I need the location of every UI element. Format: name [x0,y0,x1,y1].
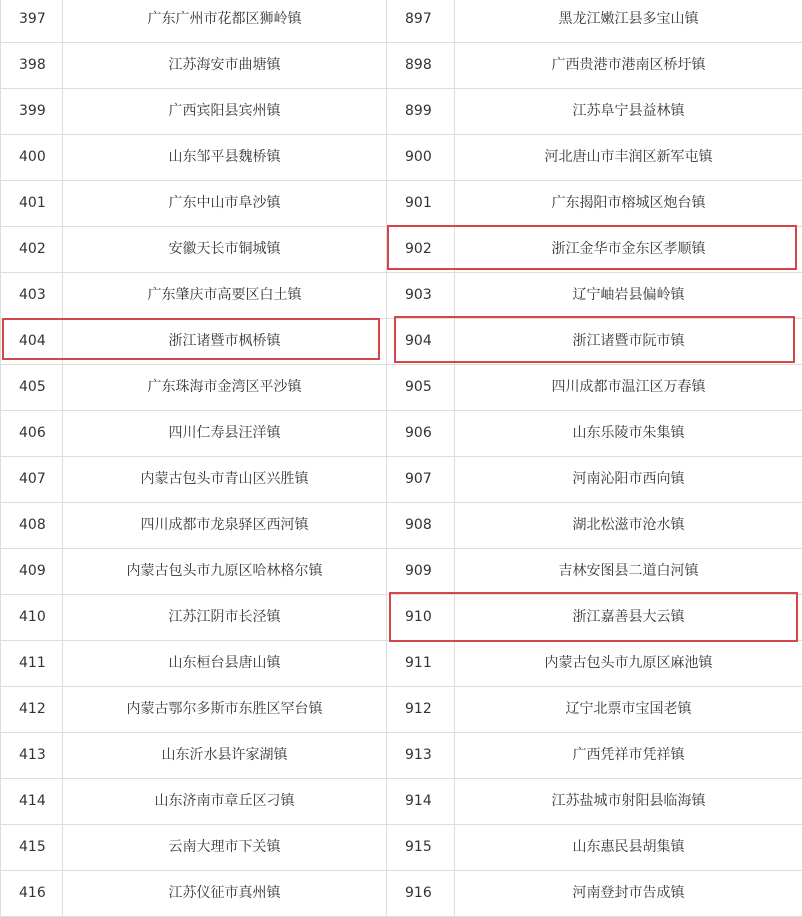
right-town-cell: 辽宁岫岩县偏岭镇 [455,273,802,319]
right-rank-cell: 897 [387,0,455,43]
left-town-cell: 安徽天长市铜城镇 [63,227,387,273]
left-rank-cell: 402 [1,227,63,273]
right-rank-cell: 911 [387,641,455,687]
table-row [1,411,802,457]
left-rank-cell: 413 [1,733,63,779]
left-rank-cell: 401 [1,181,63,227]
left-rank-cell: 410 [1,595,63,641]
right-town-cell: 浙江嘉善县大云镇 [455,595,802,641]
right-rank-cell: 910 [387,595,455,641]
left-rank-cell: 408 [1,503,63,549]
left-rank-cell: 404 [1,319,63,365]
left-rank-cell: 400 [1,135,63,181]
left-town-cell: 广西宾阳县宾州镇 [63,89,387,135]
right-town-cell: 广西贵港市港南区桥圩镇 [455,43,802,89]
left-town-cell: 四川成都市龙泉驿区西河镇 [63,503,387,549]
right-rank-cell: 898 [387,43,455,89]
left-town-cell: 广东中山市阜沙镇 [63,181,387,227]
right-town-cell: 山东惠民县胡集镇 [455,825,802,871]
table-row [1,779,802,825]
table-row [1,181,802,227]
right-town-cell: 黑龙江嫩江县多宝山镇 [455,0,802,43]
right-rank-cell: 906 [387,411,455,457]
right-town-cell: 四川成都市温江区万春镇 [455,365,802,411]
right-town-cell: 辽宁北票市宝国老镇 [455,687,802,733]
left-rank-cell: 414 [1,779,63,825]
table-body [1,0,802,917]
table-row [1,227,802,273]
right-town-cell: 河南登封市告成镇 [455,871,802,917]
left-town-cell: 内蒙古包头市青山区兴胜镇 [63,457,387,503]
left-town-cell: 广东肇庆市高要区白土镇 [63,273,387,319]
right-rank-cell: 912 [387,687,455,733]
table-row [1,135,802,181]
right-rank-cell: 914 [387,779,455,825]
left-rank-cell: 397 [1,0,63,43]
right-rank-cell: 909 [387,549,455,595]
right-rank-cell: 908 [387,503,455,549]
right-rank-cell: 916 [387,871,455,917]
table-row [1,365,802,411]
right-rank-cell: 915 [387,825,455,871]
left-rank-cell: 407 [1,457,63,503]
right-town-cell: 河北唐山市丰润区新军屯镇 [455,135,802,181]
left-rank-cell: 403 [1,273,63,319]
left-town-cell: 山东邹平县魏桥镇 [63,135,387,181]
left-town-cell: 广东广州市花都区狮岭镇 [63,0,387,43]
table-row [1,457,802,503]
left-town-cell: 江苏海安市曲塘镇 [63,43,387,89]
right-rank-cell: 900 [387,135,455,181]
table-row [1,319,802,365]
left-town-cell: 浙江诸暨市枫桥镇 [63,319,387,365]
right-town-cell: 山东乐陵市朱集镇 [455,411,802,457]
left-town-cell: 山东沂水县许家湖镇 [63,733,387,779]
right-town-cell: 江苏阜宁县益林镇 [455,89,802,135]
table-row [1,273,802,319]
right-town-cell: 内蒙古包头市九原区麻池镇 [455,641,802,687]
table-row [1,595,802,641]
table-row [1,641,802,687]
right-rank-cell: 907 [387,457,455,503]
table-row [1,0,802,43]
right-rank-cell: 913 [387,733,455,779]
left-rank-cell: 411 [1,641,63,687]
right-town-cell: 浙江金华市金东区孝顺镇 [455,227,802,273]
table-row [1,687,802,733]
table-row [1,733,802,779]
right-rank-cell: 904 [387,319,455,365]
left-rank-cell: 406 [1,411,63,457]
right-town-cell: 广东揭阳市榕城区炮台镇 [455,181,802,227]
left-town-cell: 内蒙古包头市九原区哈林格尔镇 [63,549,387,595]
right-town-cell: 广西凭祥市凭祥镇 [455,733,802,779]
table-row [1,43,802,89]
right-town-cell: 湖北松滋市沧水镇 [455,503,802,549]
left-rank-cell: 398 [1,43,63,89]
table-row [1,825,802,871]
left-town-cell: 广东珠海市金湾区平沙镇 [63,365,387,411]
left-rank-cell: 412 [1,687,63,733]
left-town-cell: 四川仁寿县汪洋镇 [63,411,387,457]
left-rank-cell: 399 [1,89,63,135]
table-row [1,503,802,549]
right-rank-cell: 902 [387,227,455,273]
left-town-cell: 山东桓台县唐山镇 [63,641,387,687]
right-town-cell: 河南沁阳市西向镇 [455,457,802,503]
right-rank-cell: 901 [387,181,455,227]
left-town-cell: 山东济南市章丘区刁镇 [63,779,387,825]
right-town-cell: 浙江诸暨市阮市镇 [455,319,802,365]
table-row [1,871,802,917]
right-rank-cell: 899 [387,89,455,135]
right-town-cell: 吉林安图县二道白河镇 [455,549,802,595]
left-town-cell: 江苏江阴市长泾镇 [63,595,387,641]
left-rank-cell: 416 [1,871,63,917]
left-rank-cell: 409 [1,549,63,595]
right-rank-cell: 905 [387,365,455,411]
left-rank-cell: 405 [1,365,63,411]
table-row [1,549,802,595]
right-town-cell: 江苏盐城市射阳县临海镇 [455,779,802,825]
left-town-cell: 云南大理市下关镇 [63,825,387,871]
table-row [1,89,802,135]
left-rank-cell: 415 [1,825,63,871]
right-rank-cell: 903 [387,273,455,319]
left-town-cell: 内蒙古鄂尔多斯市东胜区罕台镇 [63,687,387,733]
left-town-cell: 江苏仪征市真州镇 [63,871,387,917]
